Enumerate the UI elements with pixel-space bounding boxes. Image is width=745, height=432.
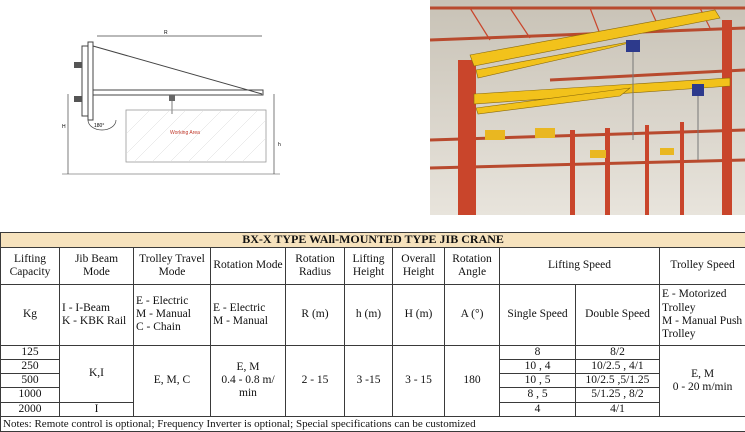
unit-rotation-mode: E - Electric M - Manual	[211, 284, 286, 345]
table-notes: Notes: Remote control is optional; Frequency Inverter is optional; Special specifications can be customized	[1, 416, 745, 431]
table-row	[1, 345, 745, 359]
bolt-top	[74, 62, 82, 68]
header-trolley-travel-mode: Trolley Travel Mode	[134, 247, 211, 284]
working-area-label: Working Area	[170, 130, 200, 136]
drawing-svg	[52, 24, 297, 189]
jib-beam-cell-last: I	[60, 402, 134, 416]
double-speed-cell: 4/1	[576, 402, 660, 416]
table-title: BX-X TYPE WAll-MOUNTED TYPE JIB CRANE	[1, 233, 745, 248]
header-lifting-speed: Lifting Speed	[500, 247, 660, 284]
overall-height-cell: 3 - 15	[393, 345, 445, 416]
dim-h-label: H	[62, 124, 66, 130]
single-speed-cell: 8	[500, 345, 576, 359]
double-speed-cell: 5/1.25 , 8/2	[576, 388, 660, 402]
angle-cell: 180	[445, 345, 500, 416]
unit-radius: R (m)	[286, 284, 345, 345]
jib-crane-drawing	[52, 24, 297, 189]
single-speed-cell: 8 , 5	[500, 388, 576, 402]
working-area-hatch	[126, 110, 266, 162]
header-trolley-speed: Trolley Speed	[660, 247, 745, 284]
single-speed-cell: 10 , 4	[500, 360, 576, 374]
bolt-bottom	[74, 96, 82, 102]
header-rotation-radius: Rotation Radius	[286, 247, 345, 284]
unit-row	[1, 284, 745, 345]
wall-column	[88, 42, 93, 120]
double-speed-cell: 8/2	[576, 345, 660, 359]
wall-plate	[82, 46, 88, 116]
unit-capacity: Kg	[1, 284, 60, 345]
crane-photo	[430, 0, 745, 215]
spec-table	[0, 232, 745, 432]
dim-r-label: R	[164, 30, 168, 36]
header-lifting-capacity: Lifting Capacity	[1, 247, 60, 284]
lift-height-cell: 3 -15	[345, 345, 393, 416]
trolley-speed-cell: E, M 0 - 20 m/min	[660, 345, 745, 416]
unit-trolley-speed: E - Motorized Trolley M - Manual Push Trolley	[660, 284, 745, 345]
capacity-cell: 2000	[1, 402, 60, 416]
hoist	[169, 95, 175, 101]
header-rotation-angle: Rotation Angle	[445, 247, 500, 284]
header-jib-beam-mode: Jib Beam Mode	[60, 247, 134, 284]
double-speed-cell: 10/2.5 ,5/1.25	[576, 374, 660, 388]
trolley-travel-cell: E, M, C	[134, 345, 211, 416]
header-row	[1, 247, 745, 284]
header-rotation-mode: Rotation Mode	[211, 247, 286, 284]
unit-single-speed: Single Speed	[500, 284, 576, 345]
tie-rod	[93, 46, 262, 94]
angle-label: 180°	[94, 123, 104, 129]
crane-photo-svg	[430, 0, 745, 215]
unit-overall-height: H (m)	[393, 284, 445, 345]
capacity-cell: 250	[1, 360, 60, 374]
capacity-cell: 125	[1, 345, 60, 359]
capacity-cell: 1000	[1, 388, 60, 402]
capacity-cell: 500	[1, 374, 60, 388]
unit-trolley-travel: E - Electric M - Manual C - Chain	[134, 284, 211, 345]
unit-angle: A (°)	[445, 284, 500, 345]
dim-lift-label: h	[278, 142, 281, 148]
unit-double-speed: Double Speed	[576, 284, 660, 345]
single-speed-cell: 4	[500, 402, 576, 416]
rotation-mode-cell: E, M 0.4 - 0.8 m/ min	[211, 345, 286, 416]
jib-beam	[93, 90, 263, 95]
radius-cell: 2 - 15	[286, 345, 345, 416]
unit-lift-height: h (m)	[345, 284, 393, 345]
double-speed-cell: 10/2.5 , 4/1	[576, 360, 660, 374]
unit-jib-beam: I - I-Beam K - KBK Rail	[60, 284, 134, 345]
header-overall-height: Overall Height	[393, 247, 445, 284]
header-lifting-height: Lifting Height	[345, 247, 393, 284]
single-speed-cell: 10 , 5	[500, 374, 576, 388]
jib-beam-cell: K,I	[60, 345, 134, 402]
